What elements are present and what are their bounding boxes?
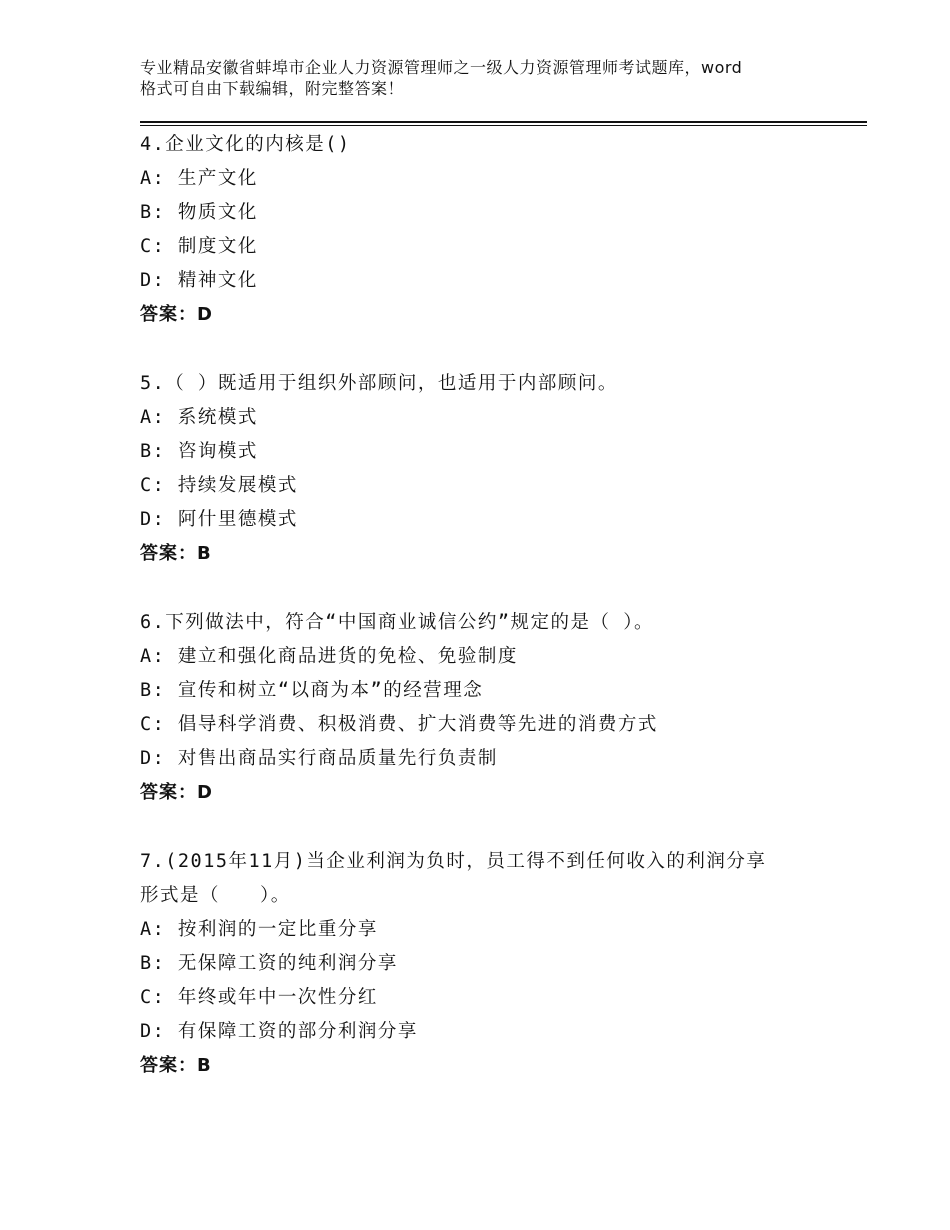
option-d: D: 阿什里德模式 bbox=[140, 509, 298, 530]
header-divider-thin bbox=[140, 125, 867, 126]
question-stem: 4.企业文化的内核是() bbox=[140, 134, 351, 155]
answer-label: 答案：D bbox=[140, 782, 213, 803]
answer-label: 答案：B bbox=[140, 543, 212, 564]
option-a: A: 生产文化 bbox=[140, 168, 258, 189]
document-header bbox=[140, 57, 830, 99]
header-line-2: 格式可自由下载编辑，附完整答案！ bbox=[140, 79, 405, 98]
question-6 bbox=[140, 606, 867, 810]
option-c: C: 倡导科学消费、积极消费、扩大消费等先进的消费方式 bbox=[140, 714, 658, 735]
question-stem: 6.下列做法中，符合“中国商业诚信公约”规定的是（ ）。 bbox=[140, 612, 654, 633]
question-4 bbox=[140, 128, 867, 332]
option-a: A: 系统模式 bbox=[140, 407, 258, 428]
question-spacer bbox=[140, 810, 867, 845]
question-5 bbox=[140, 367, 867, 571]
question-list bbox=[140, 128, 867, 1083]
option-b: B: 宣传和树立“以商为本”的经营理念 bbox=[140, 680, 484, 701]
question-stem: 5.（ ）既适用于组织外部顾问，也适用于内部顾问。 bbox=[140, 373, 618, 394]
question-spacer bbox=[140, 571, 867, 606]
option-c: C: 年终或年中一次性分红 bbox=[140, 987, 378, 1008]
option-b: B: 无保障工资的纯利润分享 bbox=[140, 953, 398, 974]
option-b: B: 物质文化 bbox=[140, 202, 258, 223]
option-b: B: 咨询模式 bbox=[140, 441, 258, 462]
option-c: C: 制度文化 bbox=[140, 236, 258, 257]
answer-label: 答案：B bbox=[140, 1055, 212, 1076]
question-stem: 7.(2015年11月)当企业利润为负时，员工得不到任何收入的利润分享 bbox=[140, 851, 767, 872]
answer-label: 答案：D bbox=[140, 304, 213, 325]
option-a: A: 建立和强化商品进货的免检、免验制度 bbox=[140, 646, 518, 667]
option-a: A: 按利润的一定比重分享 bbox=[140, 919, 378, 940]
header-line-1: 专业精品安徽省蚌埠市企业人力资源管理师之一级人力资源管理师考试题库，word bbox=[140, 58, 743, 77]
question-spacer bbox=[140, 332, 867, 367]
header-divider-thick bbox=[140, 121, 867, 123]
option-c: C: 持续发展模式 bbox=[140, 475, 298, 496]
question-7 bbox=[140, 845, 867, 1083]
option-d: D: 精神文化 bbox=[140, 270, 258, 291]
option-d: D: 对售出商品实行商品质量先行负责制 bbox=[140, 748, 498, 769]
option-d: D: 有保障工资的部分利润分享 bbox=[140, 1021, 418, 1042]
question-stem-continued: 形式是（ ）。 bbox=[140, 885, 291, 906]
